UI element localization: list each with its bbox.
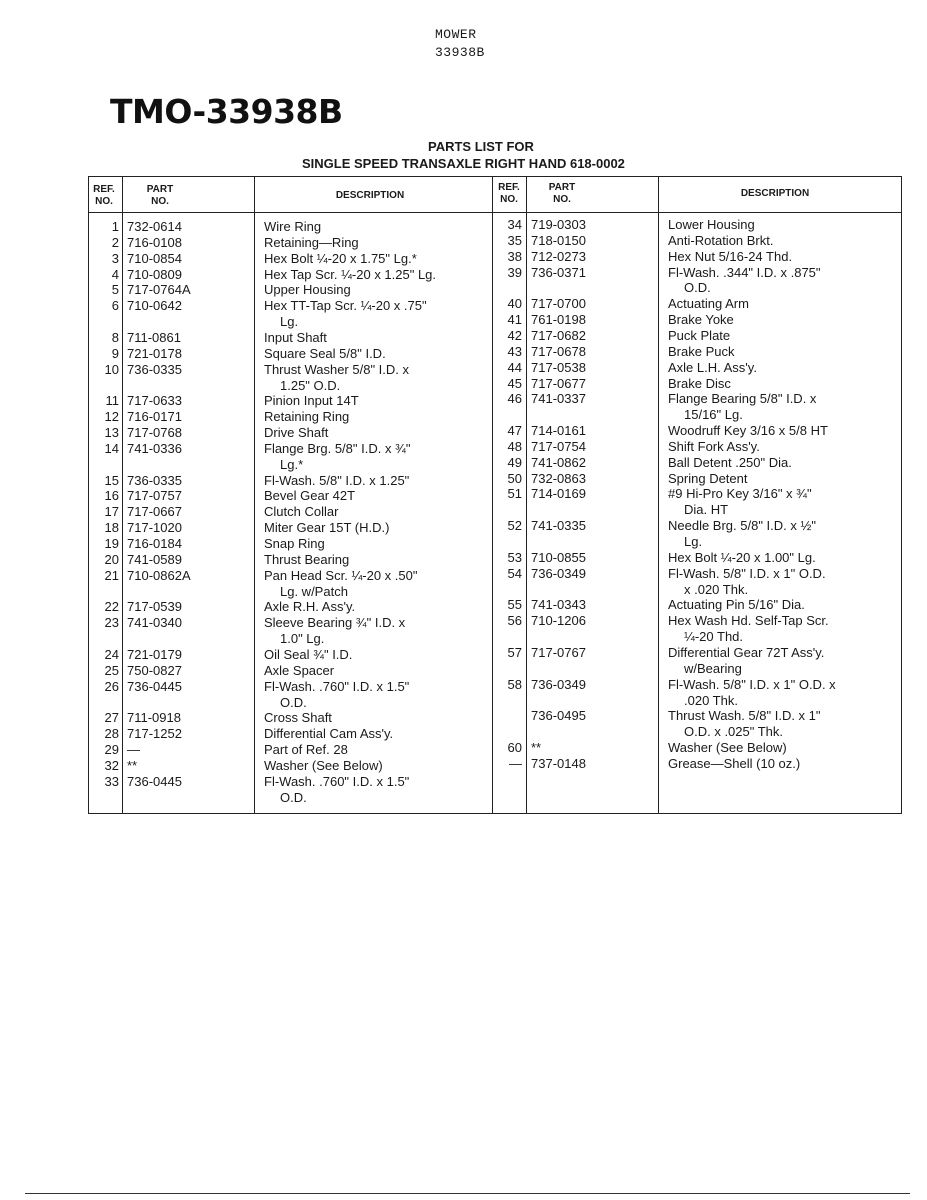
part-description: Hex Tap Scr. ¼-20 x 1.25" Lg. (264, 266, 437, 282)
ref-no: 33 (104, 773, 119, 789)
part-description: Hex Bolt ¼-20 x 1.75" Lg.* (264, 250, 417, 266)
ref-no: 42 (507, 327, 522, 343)
ref-no: 39 (507, 264, 522, 280)
part-description: Axle R.H. Ass'y. (264, 599, 356, 615)
ref-no: 5 (111, 282, 119, 298)
part-description: Retaining Ring (264, 409, 350, 425)
column-divider (122, 176, 123, 814)
part-no: 717-0678 (531, 343, 586, 359)
part-no: 719-0303 (531, 217, 586, 232)
part-description: ¼-20 Thd. (684, 629, 744, 645)
part-description: Grease—Shell (10 oz.) (668, 755, 801, 771)
column-divider (254, 176, 255, 814)
part-no: 721-0178 (127, 345, 182, 361)
document-title: TMO-33938B (110, 92, 343, 131)
ref-no: 38 (507, 248, 522, 264)
part-no: 711-0918 (127, 710, 181, 726)
col-header-part: PART NO. (146, 184, 174, 207)
ref-no: 28 (104, 726, 119, 742)
part-no: 736-0349 (531, 676, 586, 692)
part-description: Thrust Bearing (264, 551, 350, 567)
part-description: Clutch Collar (264, 504, 339, 520)
part-description: Needle Brg. 5/8" I.D. x ½" (668, 518, 816, 534)
col-header-description: DESCRIPTION (740, 188, 810, 199)
part-description: Fl-Wash. 5/8" I.D. x 1" O.D. x (668, 676, 836, 692)
part-description: 1.25" O.D. (280, 377, 341, 393)
part-description: Woodruff Key 3/16 x 5/8 HT (668, 423, 828, 439)
part-description: O.D. (280, 789, 307, 805)
part-no: ** (531, 740, 542, 756)
part-no: 741-0340 (127, 615, 182, 631)
part-no: 717-0667 (127, 504, 182, 520)
parts-list-title: PARTS LIST FOR (428, 139, 534, 154)
column-divider (658, 176, 659, 814)
table-header-divider (88, 212, 902, 213)
col-header-ref: REF. NO. (498, 182, 520, 205)
ref-no: 43 (507, 343, 522, 359)
ref-no: 50 (507, 470, 522, 486)
part-description: Bevel Gear 42T (264, 488, 356, 504)
ref-no: 58 (507, 676, 522, 692)
part-no: 750-0827 (127, 662, 182, 678)
part-description: Lg. (684, 534, 703, 549)
ref-no: 52 (507, 518, 522, 534)
part-description: Fl-Wash. 5/8" I.D. x 1" O.D. (668, 565, 826, 581)
part-description: Brake Yoke (668, 312, 734, 328)
part-description: Ball Detent .250" Dia. (668, 454, 792, 470)
part-description: Fl-Wash. .760" I.D. x 1.5" (264, 773, 410, 789)
col-header-part: PART NO. (548, 182, 576, 205)
ref-no: 16 (104, 488, 119, 504)
part-description: Brake Puck (668, 343, 735, 359)
part-description: Anti-Rotation Brkt. (668, 232, 774, 248)
col-header-ref: REF. NO. (93, 184, 115, 207)
part-description: 1.0" Lg. (280, 631, 325, 647)
part-no: 714-0161 (531, 423, 586, 439)
part-no: 717-0754 (531, 438, 586, 454)
part-no: 732-0614 (127, 219, 182, 234)
header-mower: MOWER (435, 27, 477, 42)
part-no: 741-0343 (531, 597, 586, 613)
part-description: Square Seal 5/8" I.D. (264, 345, 386, 361)
ref-no: 20 (104, 551, 119, 567)
ref-no: 3 (111, 250, 119, 266)
ref-no: 53 (507, 549, 522, 565)
header-model: 33938B (435, 45, 485, 60)
part-no: 717-0768 (127, 425, 182, 441)
ref-no: 54 (507, 565, 522, 581)
part-no: 710-0855 (531, 549, 586, 565)
part-no: 718-0150 (531, 232, 586, 248)
part-description: Axle L.H. Ass'y. (668, 359, 757, 375)
ref-no: 9 (111, 345, 119, 361)
part-description: Part of Ref. 28 (264, 742, 348, 758)
part-no: 717-1020 (127, 520, 182, 536)
part-no: 736-0335 (127, 472, 182, 488)
part-description: Lg. w/Patch (280, 583, 348, 599)
part-description: Actuating Arm (668, 296, 749, 312)
part-no: 712-0273 (531, 248, 586, 264)
part-description: Fl-Wash. 5/8" I.D. x 1.25" (264, 472, 410, 488)
part-no: 741-0336 (127, 440, 182, 456)
ref-no: 51 (507, 486, 522, 502)
part-description: Spring Detent (668, 470, 748, 486)
part-no: 717-0538 (531, 359, 586, 375)
ref-no: 56 (507, 613, 522, 629)
ref-no: 55 (507, 597, 522, 613)
part-description: Drive Shaft (264, 425, 329, 441)
part-description: Flange Bearing 5/8" I.D. x (668, 391, 817, 407)
ref-no: 27 (104, 710, 119, 726)
part-description: Differential Gear 72T Ass'y. (668, 644, 825, 660)
ref-no: — (509, 755, 522, 771)
ref-no: 15 (104, 472, 119, 488)
part-description: x .020 Thk. (684, 581, 749, 597)
part-no: 741-0589 (127, 551, 182, 567)
part-no: 741-0862 (531, 454, 586, 470)
ref-no: 8 (111, 329, 119, 345)
part-description: Fl-Wash. .344" I.D. x .875" (668, 264, 821, 280)
part-no: 710-1206 (531, 613, 586, 629)
ref-no: 17 (104, 504, 119, 520)
ref-no: 49 (507, 454, 522, 470)
part-description: Fl-Wash. .760" I.D. x 1.5" (264, 678, 410, 694)
part-description: Lg. (280, 314, 299, 330)
ref-no: 12 (104, 409, 119, 425)
part-no: 736-0445 (127, 678, 182, 694)
part-no: 717-0764A (127, 282, 191, 298)
ref-no: 48 (507, 438, 522, 454)
part-description: Oil Seal ¾" I.D. (264, 646, 353, 662)
ref-no: 6 (111, 298, 119, 314)
part-no: 710-0854 (127, 250, 182, 266)
ref-no: 23 (104, 615, 119, 631)
ref-no: 41 (507, 312, 522, 328)
ref-no: 46 (507, 391, 522, 407)
part-no: 737-0148 (531, 755, 586, 771)
part-description: O.D. (684, 280, 711, 296)
part-no: 741-0337 (531, 391, 586, 407)
part-description: Cross Shaft (264, 710, 332, 726)
part-description: Axle Spacer (264, 662, 335, 678)
ref-no: 25 (104, 662, 119, 678)
ref-no: 4 (111, 266, 119, 282)
ref-no: 47 (507, 423, 522, 439)
ref-no: 40 (507, 296, 522, 312)
part-no: 717-0677 (531, 375, 586, 391)
ref-no: 35 (507, 232, 522, 248)
part-description: Washer (See Below) (668, 740, 787, 756)
part-no: 736-0335 (127, 361, 182, 377)
part-no: 717-0633 (127, 393, 182, 409)
part-description: Dia. HT (684, 502, 729, 518)
part-description: Washer (See Below) (264, 757, 383, 773)
ref-no: 44 (507, 359, 522, 375)
ref-no: 34 (507, 217, 522, 232)
part-description: Pan Head Scr. ¼-20 x .50" (264, 567, 418, 583)
part-no: 710-0809 (127, 266, 182, 282)
column-divider (526, 176, 527, 814)
parts-list-subtitle: SINGLE SPEED TRANSAXLE RIGHT HAND 618-0002 (302, 156, 625, 171)
ref-no: 24 (104, 646, 119, 662)
part-no: 717-0682 (531, 327, 586, 343)
ref-no: 10 (104, 361, 119, 377)
part-no: 741-0335 (531, 518, 586, 534)
part-no: 717-0539 (127, 599, 182, 615)
part-description: Flange Brg. 5/8" I.D. x ¾" (264, 440, 411, 456)
part-description: Miter Gear 15T (H.D.) (264, 520, 390, 536)
part-no: 716-0184 (127, 536, 182, 551)
ref-no: 22 (104, 599, 119, 615)
part-no: 717-0767 (531, 644, 586, 660)
ref-no: 60 (507, 740, 522, 756)
part-no: 732-0863 (531, 470, 586, 486)
part-description: Differential Cam Ass'y. (264, 726, 394, 742)
ref-no: 57 (507, 644, 522, 660)
part-description: Wire Ring (264, 219, 322, 234)
part-description: Lg.* (280, 456, 304, 472)
part-description: Thrust Wash. 5/8" I.D. x 1" (668, 708, 821, 724)
part-description: .020 Thk. (684, 692, 738, 708)
part-description: Hex Nut 5/16-24 Thd. (668, 248, 793, 264)
ref-no: 2 (111, 234, 119, 250)
ref-no: 1 (111, 219, 119, 234)
part-no: 716-0108 (127, 234, 182, 250)
part-no: 716-0171 (127, 409, 182, 425)
part-description: Retaining—Ring (264, 234, 359, 250)
part-description: Hex TT-Tap Scr. ¼-20 x .75" (264, 298, 427, 314)
part-description: #9 Hi-Pro Key 3/16" x ¾" (668, 486, 812, 502)
part-description: Thrust Washer 5/8" I.D. x (264, 361, 410, 377)
part-description: Puck Plate (668, 327, 731, 343)
part-description: Shift Fork Ass'y. (668, 438, 760, 454)
part-no: 736-0349 (531, 565, 586, 581)
part-description: Hex Wash Hd. Self-Tap Scr. (668, 613, 829, 629)
part-no: 714-0169 (531, 486, 586, 502)
ref-no: 14 (104, 440, 119, 456)
part-no: 717-1252 (127, 726, 182, 742)
ref-no: 29 (104, 742, 119, 758)
col-header-description: DESCRIPTION (335, 190, 405, 201)
part-no: 717-0700 (531, 296, 586, 312)
ref-no: 21 (104, 567, 119, 583)
part-no: ** (127, 757, 138, 773)
ref-no: 13 (104, 425, 119, 441)
part-description: O.D. (280, 694, 307, 710)
ref-no: 19 (104, 536, 119, 551)
part-description: Hex Bolt ¼-20 x 1.00" Lg. (668, 549, 816, 565)
part-description: O.D. x .025" Thk. (684, 724, 784, 740)
part-no: 717-0757 (127, 488, 182, 504)
ref-no: 11 (105, 393, 119, 409)
page-bottom-rule (25, 1193, 910, 1194)
part-no: 736-0495 (531, 708, 586, 724)
part-description: Upper Housing (264, 282, 351, 298)
part-description: Sleeve Bearing ¾" I.D. x (264, 615, 406, 631)
part-description: w/Bearing (684, 660, 742, 676)
part-no: 710-0642 (127, 298, 182, 314)
ref-no: 45 (507, 375, 522, 391)
part-description: Brake Disc (668, 375, 731, 391)
part-description: Lower Housing (668, 217, 755, 232)
part-description: Snap Ring (264, 536, 325, 551)
part-no: 761-0198 (531, 312, 586, 328)
part-no: 736-0371 (531, 264, 586, 280)
part-no: 710-0862A (127, 567, 191, 583)
part-description: 15/16" Lg. (684, 407, 743, 423)
part-no: 721-0179 (127, 646, 182, 662)
part-description: Pinion Input 14T (264, 393, 359, 409)
ref-no: 32 (104, 757, 119, 773)
part-no: 736-0445 (127, 773, 182, 789)
ref-no: 26 (104, 678, 119, 694)
part-no: — (127, 742, 140, 758)
part-description: Actuating Pin 5/16" Dia. (668, 597, 805, 613)
part-no: 711-0861 (127, 329, 181, 345)
part-description: Input Shaft (264, 329, 327, 345)
ref-no: 18 (104, 520, 119, 536)
